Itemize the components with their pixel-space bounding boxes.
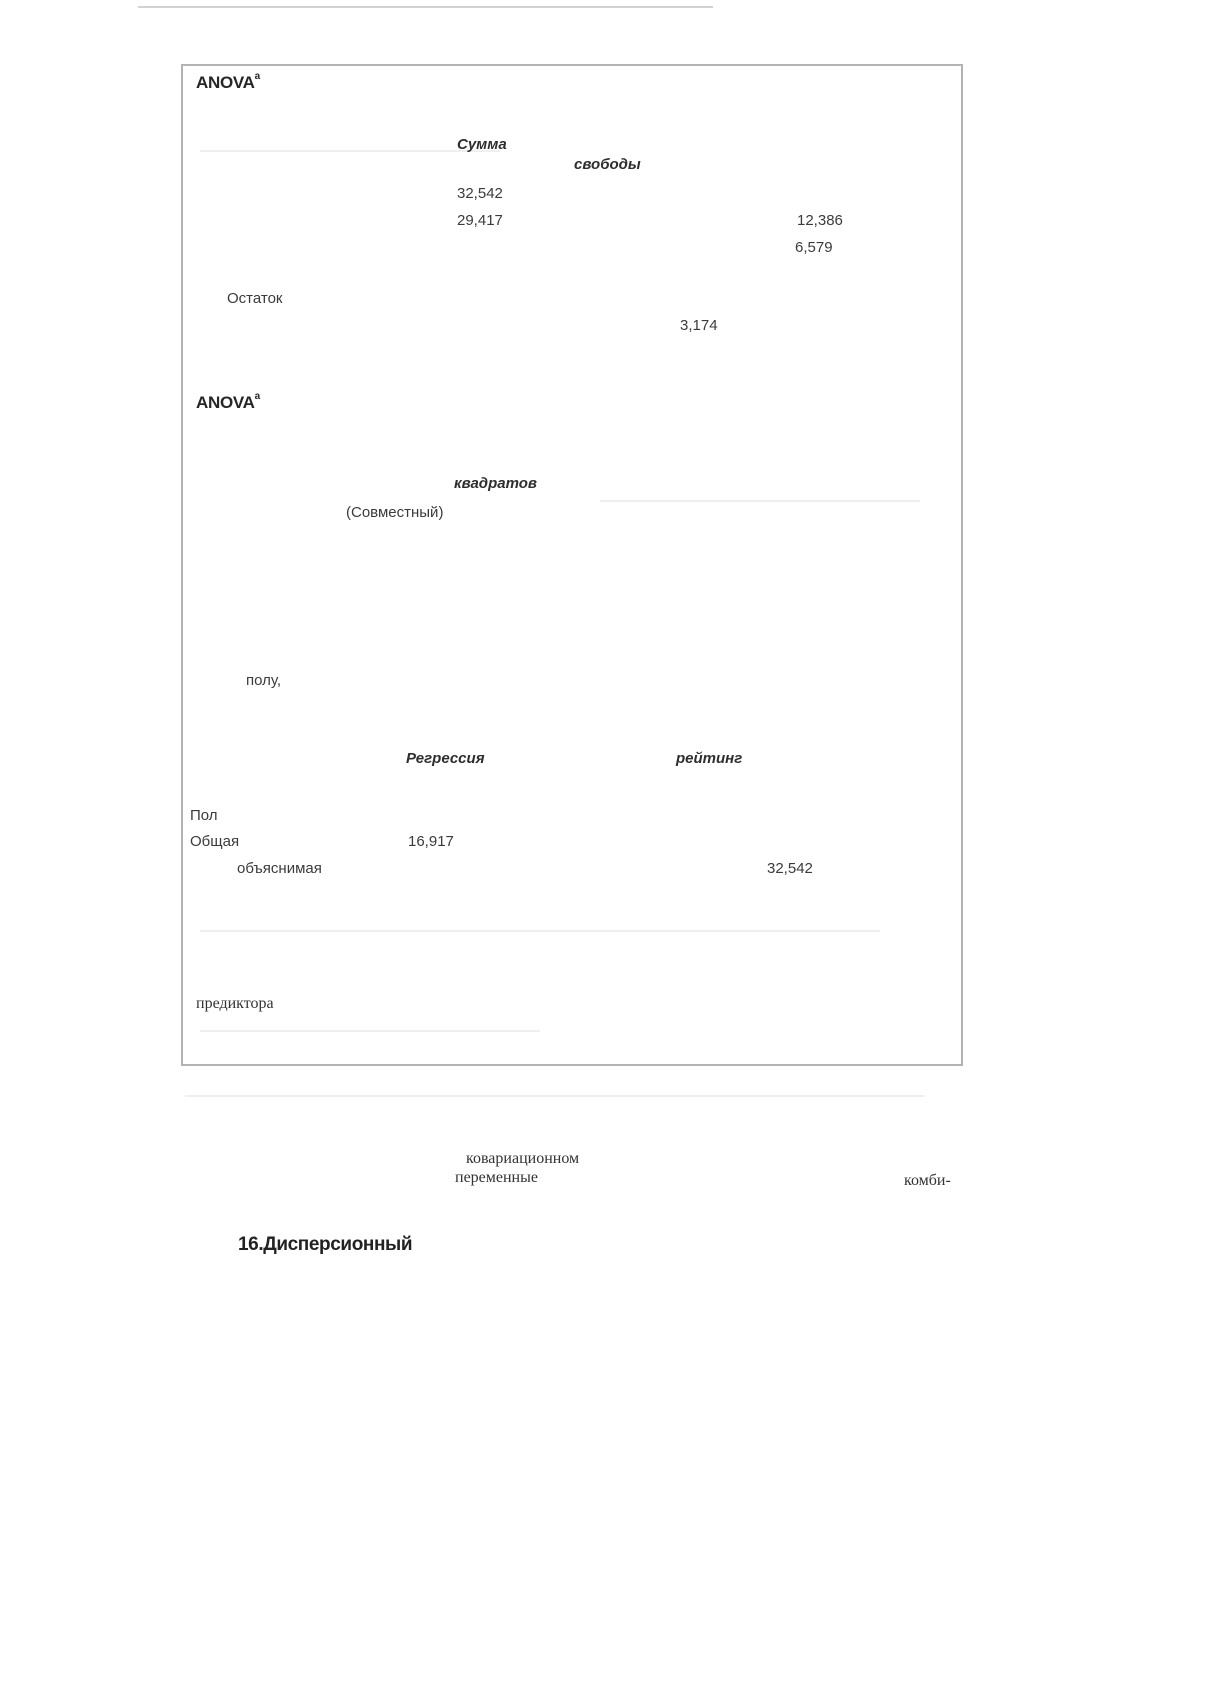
value-cell: 16,917: [408, 833, 454, 850]
value-cell: 3,174: [680, 317, 718, 334]
anova-table-2-title: ANOVA$^a$: [196, 391, 260, 412]
row-label-total: Общая: [190, 833, 240, 850]
value-cell: 29,417: [457, 212, 503, 229]
body-text-line-end: комби-: [904, 1172, 951, 1189]
chapter-running-head: 16.Дисперсионный: [238, 1234, 413, 1255]
top-rule: [138, 6, 713, 8]
body-text-line: ковариационном: [466, 1150, 580, 1167]
row-label-residual: Остаток: [227, 290, 283, 307]
row-label-sex: Пол: [190, 807, 218, 824]
anova-table-1-title: ANOVA$^a$: [196, 71, 260, 92]
value-cell: 32,542: [457, 185, 503, 202]
value-cell: 32,542: [767, 860, 813, 877]
value-cell: 6,579: [795, 239, 833, 256]
label-joint: (Совместный): [346, 504, 444, 521]
header-rating: рейтинг: [676, 750, 743, 767]
row-label-explained: объяснимая: [237, 860, 322, 877]
header-regression: Регрессия: [406, 750, 485, 767]
value-cell: 12,386: [797, 212, 843, 229]
anova-output-frame: [181, 64, 963, 1066]
header-sum: Сумма: [457, 136, 507, 153]
header-degrees-of-freedom: свободы: [574, 156, 641, 173]
label-by-sex: полу,: [246, 672, 282, 689]
footnote-predictor: предиктора: [196, 995, 274, 1012]
header-squares: квадратов: [454, 475, 537, 492]
scan-ghost-line: [185, 1095, 925, 1097]
body-text-line: переменные: [455, 1169, 538, 1186]
